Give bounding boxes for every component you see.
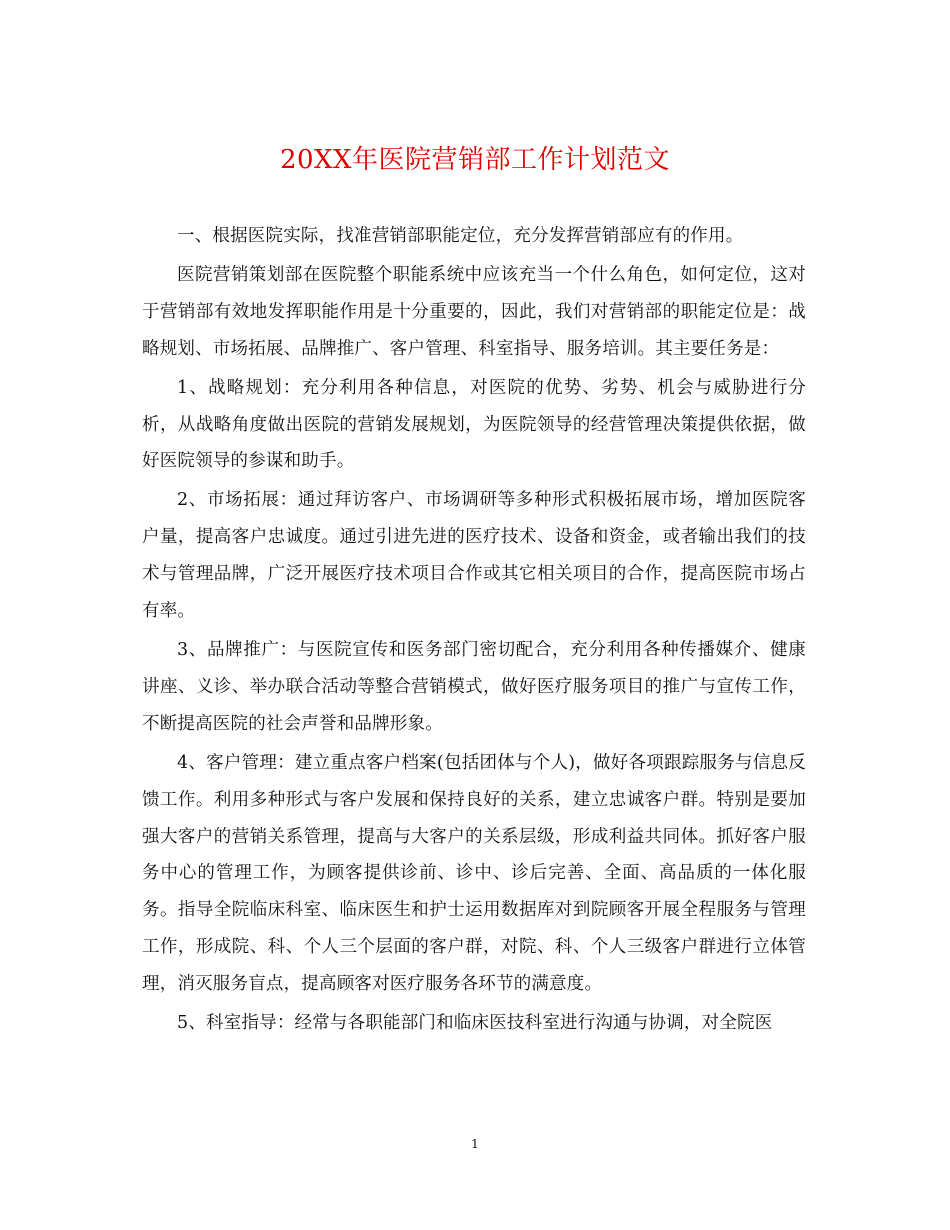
document-title: 20XX年医院营销部工作计划范文 [279, 145, 671, 175]
paragraph-brand-promotion: 3、品牌推广：与医院宣传和医务部门密切配合，充分利用各种传播媒介、健康讲座、义诊、举办联合活动等整合营销模式，做好医疗服务项目的推广与宣传工作，不断提高医院的社会声誉和品牌形象。 [142, 639, 806, 734]
document-body [142, 218, 806, 1044]
paragraph-customer-management: 4、客户管理：建立重点客户档案(包括团体与个人)，做好各项跟踪服务与信息反馈工作。利用多种形式与客户发展和保持良好的关系，建立忠诚客户群。特别是要加强大客户的营销关系管理，提高与大客户的关系层级，形成利益共同体。抓好客户服务中心的管理工作，为顾客提供诊前、诊中、诊后完善、全面、高品质的一体化服务。指导全院临床科室、临床医生和护士运用数据库对到院顾客开展全程服务与管理工作，形成院、科、个人三个层面的客户群，对院、科、个人三级客户群进行立体管理，消灭服务盲点，提高顾客对医疗服务各环节的满意度。 [142, 752, 806, 995]
paragraph-section-1-heading: 一、根据医院实际，找准营销部职能定位，充分发挥营销部应有的作用。 [177, 226, 744, 246]
paragraph-strategic-planning: 1、战略规划：充分利用各种信息，对医院的优势、劣势、机会与威胁进行分析，从战略角度做出医院的营销发展规划，为医院领导的经营管理决策提供依据，做好医院领导的参谋和助手。 [142, 377, 806, 472]
paragraph-department-guidance: 5、科室指导：经常与各职能部门和临床医技科室进行沟通与协调，对全院医 [177, 1013, 773, 1034]
paragraph-positioning: 医院营销策划部在医院整个职能系统中应该充当一个什么角色，如何定位，这对于营销部有效地发挥职能作用是十分重要的，因此，我们对营销部的职能定位是：战略规划、市场拓展、品牌推广、客户管理、科室指导、服务培训。其主要任务是： [142, 264, 806, 359]
page-number: 1 [471, 1137, 479, 1151]
paragraph-market-expansion: 2、市场拓展：通过拜访客户、市场调研等多种形式积极拓展市场，增加医院客户量，提高客户忠诚度。通过引进先进的医疗技术、设备和资金，或者输出我们的技术与管理品牌，广泛开展医疗技术项目合作或其它相关项目的合作，提高医院市场占有率。 [142, 490, 806, 622]
